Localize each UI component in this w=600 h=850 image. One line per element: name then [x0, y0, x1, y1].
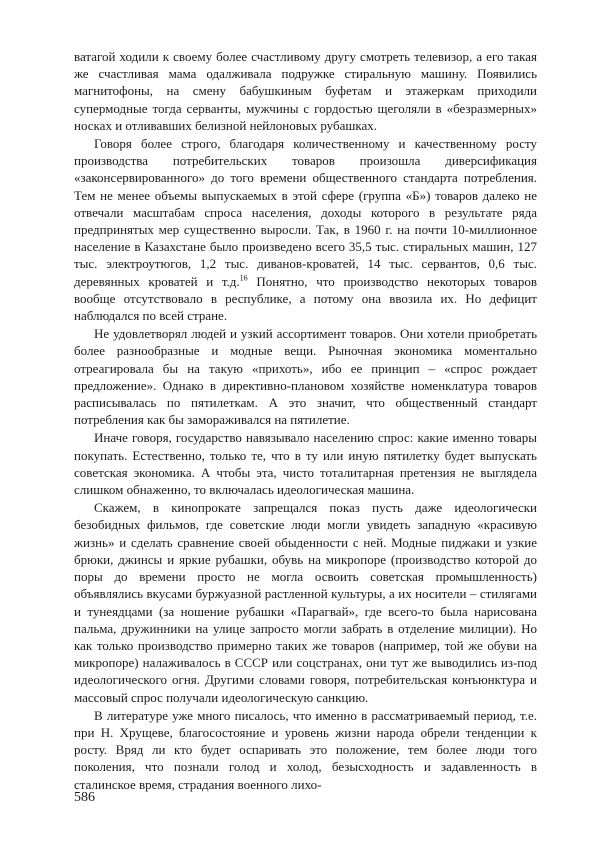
paragraph-2: [74, 135, 537, 324]
paragraph-5: Скажем, в кинопрокате запрещался показ пусть даже идеологически безобидных фильмов, где советские люди могли увидеть западную «красивую жизнь» и сделать сравнение своей обыденности с ней. Модные пиджаки и узкие брюки, джинсы и яркие рубашки, обувь на микропоре (производство которой до поры до времени просто не могла освоить советская промышленность) объявлялись вкусами буржуазной растленной культуры, а их носители – стилягами и тунеядцами (за ношение рубашки «Парагвай», где всего-то была нарисована пальма, дружинники на улице запросто могли забрать в отделение милиции). Но как только производство примерно таких же товаров (например, той же обуви на микропоре) налаживалось в СССР или соцстранах, они тут же выводились из-под идеологического огня. Другими словами говоря, потребительская конъюнктура и массовый спрос получали идеологическую санкцию.: [74, 500, 537, 705]
page-number: 586: [74, 790, 95, 805]
body-text: [74, 48, 537, 793]
paragraph-3: Не удовлетворял людей и узкий ассортимент товаров. Они хотели приобретать более разнообразные и модные вещи. Рыночная экономика моментально отреагировала бы на такую «прихоть», ибо ее принцип – «спрос рождает предложение». Однако в директивно-плановом хозяйстве номенклатура товаров расписывалась по пятилеткам. А это значит, что общественный стандарт потребления как бы замораживался на пятилетие.: [74, 326, 537, 428]
paragraph-2-text: Говоря более строго, благодаря количественному и качественному росту производства потребительских товаров произошла диверсификация «законсервированного» до того времени общественного стандарта потребления. Тем не менее объемы выпускаемых в этой сфере (группа «Б») товаров далеко не отвечали масштабам спроса населения, доходы которого в результате ряда предпринятых мер существенно выросли. Так, в 1960 г. на почти 10-миллионное население в Казахстане было произведено всего 35,5 тыс. стиральных машин, 127 тыс. электроутюгов, 1,2 тыс. диванов-кроватей, 14 тыс. сервантов, 0,6 тыс. деревянных кроватей и т.д.: [74, 136, 537, 289]
paragraph-1: ватагой ходили к своему более счастливому другу смотреть телевизор, а его такая же счастливая мама одалживала подружке стиральную машину. Появились магнитофоны, на смену бабушкиным буфетам и этажеркам приходили супермодные тогда серванты, мужчины с гордостью щеголяли в «безразмерных» носках и отливавших белизной нейлоновых рубашках.: [74, 49, 537, 133]
paragraph-2-tail: Понятно, что производство некоторых товаров вообще отсутствовало в республике, а потому она ввозила их. Но дефицит наблюдался по всей стране.: [74, 273, 537, 324]
paragraph-6: В литературе уже много писалось, что именно в рассматриваемый период, т.е. при Н. Хрущеве, благосостояние и уровень жизни народа обрели тенденции к росту. Вряд ли кто будет оспаривать это положение, тем более люди того поколения, что познали голод и холод, безысходность и задавленность в сталинское время, страдания военного лихо-: [74, 707, 537, 792]
footnote-reference[interactable]: 16: [239, 273, 248, 283]
paragraph-4: Иначе говоря, государство навязывало населению спрос: какие именно товары покупать. Естественно, только те, что в ту или иную пятилетку будет выпускать советская экономика. А чтобы эта, чисто тоталитарная претензия не выглядела слишком обнаженно, то включалась идеологическая машина.: [74, 430, 537, 498]
